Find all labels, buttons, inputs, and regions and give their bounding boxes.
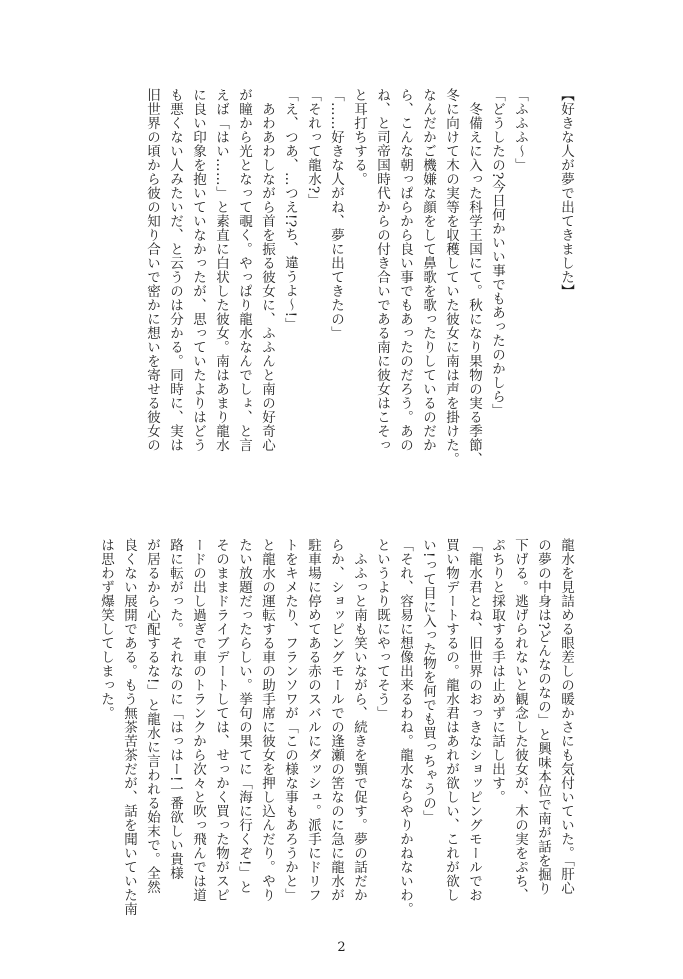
text-line: 買い物デートするの。龍水君はあれが欲しい、これが欲し xyxy=(443,538,459,902)
text-line: も悪くない人みたいだ、と云うのは分かる。同時に、実は xyxy=(167,88,183,452)
text-line: 「それって龍水?」 xyxy=(305,88,321,208)
text-line: と龍水の運転する車の助手席に彼女を押し込んだり。やり xyxy=(259,538,275,902)
text-line: なんだかご機嫌な顔をして鼻歌を歌ったりしているのだか xyxy=(420,88,436,452)
text-line: そのままドライブデートしては、せっかく買った物がスピ xyxy=(213,538,229,902)
text-line xyxy=(531,88,554,486)
text-line: 「それ、容易に想像出来るわね。龍水ならやりかねないわ。 xyxy=(397,538,413,916)
text-line: 「どうしたの?今日何かいい事でもあったのかしら」 xyxy=(489,88,505,418)
text-line: トをキメたり、フランソワが「この様な事もあろうかと」 xyxy=(282,538,298,902)
text-line: に良い印象を抱いていなかったが、思っていたよりはどう xyxy=(190,88,206,452)
upper-text-block xyxy=(140,88,577,486)
text-line: 「ふふふ〜」 xyxy=(512,88,528,172)
text-line: と耳打ちする。 xyxy=(351,88,367,186)
text-line: 良くない展開である。もう無茶苦茶だが、話を聞いていた南 xyxy=(121,538,137,916)
text-line: 「……好きな人がね、夢に出てきたの」 xyxy=(328,88,344,340)
text-line: 下げる。逃げられないと観念した彼女が、木の実をぷち、 xyxy=(512,538,528,902)
page-number: 2 xyxy=(337,940,346,955)
text-line: 旧世界の頃から彼の知り合いで密かに想いを寄せる彼女の xyxy=(144,88,160,452)
text-line: ら、こんな朝っぱらから良い事でもあったのだろう。あの xyxy=(397,88,413,452)
text-line: 駐車場に停めてある赤のスバルにダッシュ。派手にドリフ xyxy=(305,538,321,902)
text-line: 冬に向けて木の実等を収穫していた彼女に南は声を掛けた。 xyxy=(443,88,459,466)
text-line: ね、と司帝国時代からの付き合いである南に彼女はこそっ xyxy=(374,88,390,452)
text-line: の夢の中身は?どんなのなの」と興味本位で南が話を掘り xyxy=(535,538,551,896)
text-line: らか、ショッピングモールでの逢瀬の筈なのに急に龍水が xyxy=(328,538,344,902)
lower-text-block xyxy=(94,538,577,936)
story-title: 【好きな人が夢で出てきました】 xyxy=(558,88,574,298)
text-line: えば「はい……」と素直に白状した彼女。南はあまり龍水 xyxy=(213,88,229,452)
text-line: 「龍水君とね、旧世界のおっきなショッピングモールでお xyxy=(466,538,482,902)
text-line: 冬備えに入った科学王国にて。秋になり果物の実る季節、 xyxy=(466,88,482,466)
text-line: は思わず爆笑してしまった。 xyxy=(98,538,114,720)
text-line: ふふっと南も笑いながら、続きを顎で促す。夢の話だか xyxy=(351,538,367,902)
text-line: ードの出し過ぎで車のトランクから次々と吹っ飛んでは道 xyxy=(190,538,206,902)
text-line: というより既にやってそう」 xyxy=(374,538,390,720)
text-line: 龍水を見詰める眼差しの暖かさにも気付いていた。「肝心 xyxy=(558,538,574,896)
text-line: たい放題だったらしい。挙句の果てに「海に行くぞ!」と xyxy=(236,538,252,894)
text-line: 路に転がった。それなのに「はっはー!一番欲しい貴様 xyxy=(167,538,183,880)
text-line: が居るから心配するな!」と龍水に言われる始末で。全然 xyxy=(144,538,160,894)
text-line: が瞳から光となって覗く。やっぱり龍水なんでしょ、と言 xyxy=(236,88,252,452)
text-line: い!って目に入った物を何でも買っちゃうの」 xyxy=(420,538,436,824)
text-line: ぷちりと採取する手は止めずに話し出す。 xyxy=(489,538,505,804)
text-line: 「え、つあ、…つえ!?ち、違うよ〜!」 xyxy=(282,88,298,332)
text-line: あわあわしながら首を振る彼女に、ふふんと南の好奇心 xyxy=(259,88,275,452)
